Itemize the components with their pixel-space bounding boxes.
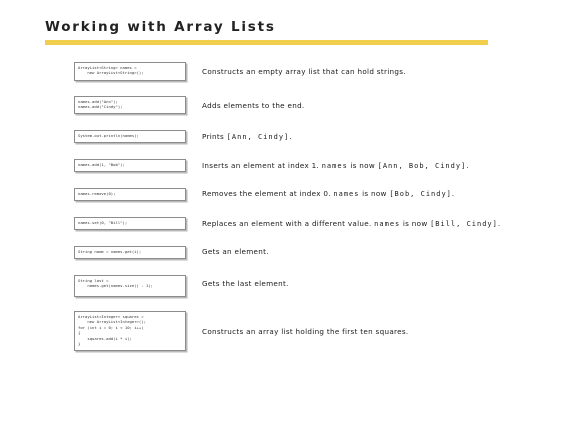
code-snippet: System.out.println(names);	[74, 130, 186, 143]
title-underline-bar	[45, 40, 488, 45]
code-term: [Bill, Cindy]	[430, 220, 498, 228]
code-snippet: String name = names.get(i);	[74, 246, 186, 259]
description-text: Adds elements to the end.	[202, 101, 305, 110]
row-description	[202, 219, 500, 228]
row-description	[202, 67, 406, 76]
code-snippet: names.set(0, "Bill");	[74, 217, 186, 230]
row-description	[202, 132, 292, 141]
description-text: Replaces an element with a different value.	[202, 219, 375, 228]
description-text: Constructs an array list holding the first ten squares.	[202, 327, 409, 336]
description-text: .	[289, 132, 292, 141]
code-snippet: String last = names.get(names.size() - 1);	[74, 275, 186, 297]
description-text: is now	[347, 161, 378, 170]
description-text: Prints	[202, 132, 227, 141]
code-term: [Bob, Cindy]	[389, 190, 452, 198]
code-term: [Ann, Bob, Cindy]	[377, 162, 467, 170]
row-description	[202, 161, 469, 170]
description-text: Constructs an empty array list that can hold strings.	[202, 67, 406, 76]
description-text: Removes the element at index 0.	[202, 189, 334, 198]
code-snippet: names.add("Ann"); names.add("Cindy");	[74, 96, 186, 114]
description-text: Gets the last element.	[202, 279, 289, 288]
row-description	[202, 101, 305, 110]
code-term: names	[333, 190, 360, 198]
row-description	[202, 189, 454, 198]
code-snippet: names.remove(0);	[74, 188, 186, 201]
description-text: Inserts an element at index 1.	[202, 161, 322, 170]
description-text: Gets an element.	[202, 247, 269, 256]
slide-title: Working with Array Lists	[45, 19, 276, 35]
description-text: .	[451, 189, 455, 198]
description-text: .	[497, 219, 501, 228]
description-text: .	[466, 161, 469, 170]
code-term: names	[321, 162, 348, 170]
row-description	[202, 327, 408, 336]
code-snippet: ArrayList<Integer> squares = new ArrayList<Integer>(); for (int i = 0; i < 10; i++) { squares.add(i * i); }	[74, 311, 186, 351]
code-term: [Ann, Cindy]	[226, 133, 290, 141]
code-term: names	[374, 220, 401, 228]
row-description	[202, 279, 289, 288]
row-description	[202, 247, 269, 256]
description-text: is now	[400, 219, 431, 228]
code-snippet: ArrayList<String> names = new ArrayList<String>();	[74, 62, 186, 81]
description-text: is now	[359, 189, 390, 198]
code-snippet: names.add(1, "Bob");	[74, 159, 186, 172]
